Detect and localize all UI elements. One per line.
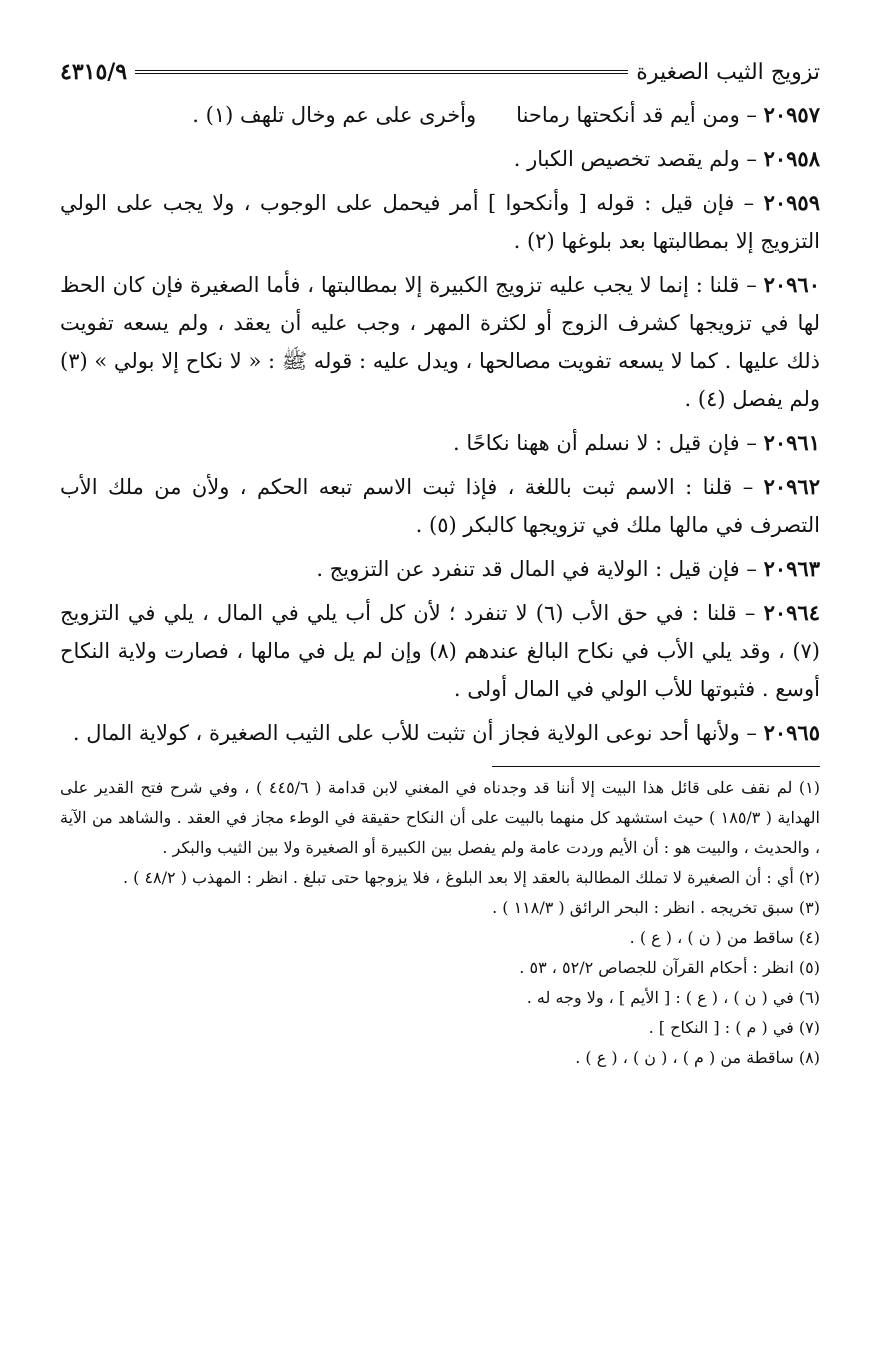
- entry-number: ٢٠٩٦٣: [763, 556, 820, 581]
- entry-number: ٢٠٩٦٥: [763, 720, 820, 745]
- footnote: (٦) في ( ن ) ، ( ع ) : [ الأيم ] ، ولا وجه له .: [526, 988, 820, 1007]
- header-double-rule: [135, 70, 628, 74]
- entry-paragraph: [60, 140, 820, 178]
- footnote: (٢) أي : أن الصغيرة لا تملك المطالبة بالعقد إلا بعد البلوغ ، فلا يزوجها حتى تبلغ . انظر : المهذب ( ٤٨/٢ ) .: [122, 868, 820, 887]
- footnote-separator: [492, 766, 820, 767]
- entry-number: ٢٠٩٦٠: [763, 272, 820, 297]
- entry-paragraph: [60, 468, 820, 544]
- entry-number: ٢٠٩٦٢: [763, 474, 820, 499]
- page-number: ٤٣١٥/٩: [60, 59, 128, 85]
- entry-number: ٢٠٩٥٩: [763, 190, 820, 215]
- entry-paragraph: [60, 714, 820, 752]
- footnote: (٧) في ( م ) : [ النكاح ] .: [648, 1018, 820, 1037]
- main-text: [60, 96, 820, 752]
- entry-text: – فإن قيل : الولاية في المال قد تنفرد عن التزويج .: [316, 557, 757, 581]
- entry-text: – ولأنها أحد نوعى الولاية فجاز أن تثبت للأب على الثيب الصغيرة ، كولاية المال .: [72, 721, 757, 745]
- entry-text: – ولم يقصد تخصيص الكبار .: [513, 147, 757, 171]
- entry-verse: [60, 96, 820, 134]
- footnote: (٨) ساقطة من ( م ) ، ( ن ) ، ( ع ) .: [575, 1048, 820, 1067]
- entry-text: – قلنا : إنما لا يجب عليه تزويج الكبيرة إلا بمطالبتها ، فأما الصغيرة فإن كان الحظ لها في تزويجها كشرف الزوج أو لكثرة المهر ، وجب عليه أن يعقد ، ولم يسعه تفويت ذلك عليها . كما لا يسعه تفويت مصالحها ، ويدل عليه : قوله ﷺ : « لا نكاح إلا بولي » (٣) ولم يفصل (٤) .: [60, 273, 820, 411]
- running-header: [60, 52, 820, 92]
- footnotes: [60, 773, 820, 1073]
- footnote: (٣) سبق تخريجه . انظر : البحر الرائق ( ١١٨/٣ ) .: [492, 898, 820, 917]
- entry-number: ٢٠٩٥٨: [763, 146, 820, 171]
- entry-paragraph: [60, 184, 820, 260]
- entry-paragraph: [60, 266, 820, 418]
- entry-paragraph: [60, 594, 820, 708]
- entry-paragraph: [60, 550, 820, 588]
- footnote: (١) لم نقف على قائل هذا البيت إلا أننا قد وجدناه في المغني لابن قدامة ( ٤٤٥/٦ ) ، وفي شرح فتح القدير على الهداية ( ١٨٥/٣ ) حيث استشهد كل منهما بالبيت على أن النكاح حقيقة في الوطء مجاز في العقد . والشاهد من الآية ، والحديث ، والبيت هو : أن الأيم وردت عامة ولم يفصل بين الكبيرة أو الصغيرة ولا بين الثيب والبكر .: [60, 778, 821, 857]
- footnote: (٥) انظر : أحكام القرآن للجصاص ٥٢/٢ ، ٥٣ .: [519, 958, 820, 977]
- verse-second-half: وأخرى على عم وخال تلهف (١) .: [192, 103, 477, 127]
- entry-text: – فإن قيل : لا نسلم أن ههنا نكاحًا .: [452, 431, 757, 455]
- running-title: تزويج الثيب الصغيرة: [636, 59, 820, 85]
- entry-number: ٢٠٩٦١: [763, 430, 820, 455]
- footnote: (٤) ساقط من ( ن ) ، ( ع ) .: [629, 928, 820, 947]
- verse-hemistich-1: [516, 96, 820, 134]
- entry-text: – فإن قيل : قوله [ وأنكحوا ] أمر فيحمل على الوجوب ، ولا يجب على الولي التزويج إلا بمطالبتها بعد بلوغها (٢) .: [60, 191, 820, 253]
- entry-number: ٢٠٩٥٧: [763, 102, 820, 127]
- entry-paragraph: [60, 424, 820, 462]
- verse-first-half: – ومن أيم قد أنكحتها رماحنا: [516, 103, 757, 127]
- entry-text: – قلنا : الاسم ثبت باللغة ، فإذا ثبت الاسم تبعه الحكم ، ولأن من ملك الأب التصرف في مالها ملك في تزويجها كالبكر (٥) .: [60, 475, 820, 537]
- entry-number: ٢٠٩٦٤: [763, 600, 820, 625]
- book-page: [60, 52, 820, 1073]
- entry-text: – قلنا : في حق الأب (٦) لا تنفرد ؛ لأن كل أب يلي في المال ، يلي في التزويج (٧) ، وقد يلي الأب في نكاح البالغ عندهم (٨) وإن لم يل في مالها ، فصارت ولاية النكاح أوسع . فثبوتها للأب الولي في المال أولى .: [60, 601, 820, 701]
